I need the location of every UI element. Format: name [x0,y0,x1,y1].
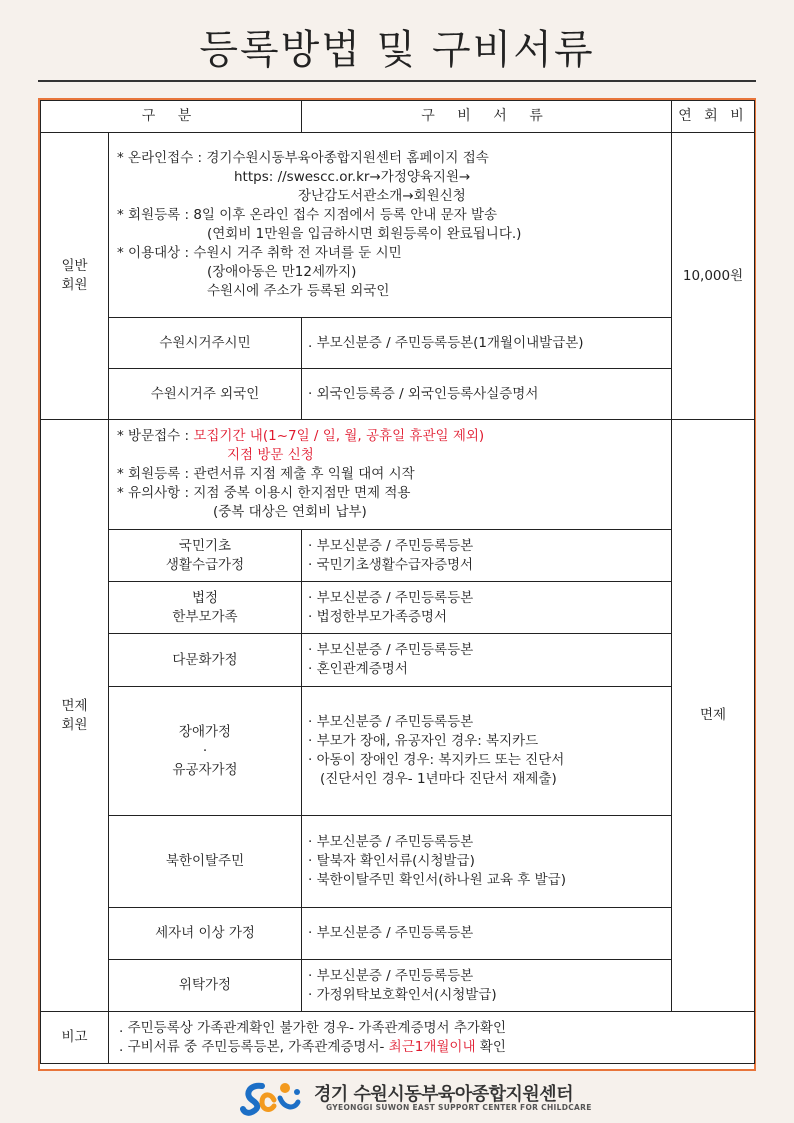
doc-item: · 부모가 장애, 유공자인 경우: 복지카드 [308,733,539,749]
visit-apply-branch: 지점 방문 신청 [227,447,314,463]
org-name-en: GYEONGGI SUWON EAST SUPPORT CENTER FOR CHILDCARE [326,1103,592,1112]
general-fee: 10,000원 [672,133,755,420]
page-title: 등록방법 및 구비서류 [199,27,595,73]
doc-item: · 국민기초생활수급자증명서 [308,556,474,573]
general-member-label: 일반 회원 [41,133,109,420]
exempt-notice-line: * 유의사항 : 지점 중복 이용시 한지점만 면제 적용 [117,485,411,501]
header-category: 구 분 [41,101,302,133]
type-multicultural: 다문화가정 [109,634,302,687]
docs-disability-veteran [302,687,672,816]
visit-apply-line [117,427,665,446]
exempt-info [109,420,672,530]
docs-three-children [302,908,672,960]
target-note-1: (장애아동은 만12세까지) [207,264,357,280]
type-foster-family: 위탁가정 [109,960,302,1012]
remarks-line-1: . 주민등록상 가족관계확인 불가한 경우- 가족관계증명서 추가확인 [119,1019,507,1036]
remarks-line-2 [119,1038,748,1057]
docs-suwon-foreigner: · 외국인등록증 / 외국인등록사실증명서 [302,369,672,420]
remarks-line-2-suffix: 확인 [475,1038,506,1055]
header-documents: 구 비 서 류 [302,101,672,133]
doc-item: · 부모신분증 / 주민등록등본 [308,537,474,554]
registration-table [40,100,755,1064]
remarks-line-2-prefix: . 구비서류 중 주민등록등본, 가족관계증명서- [119,1038,389,1055]
footer-logo [240,1078,620,1118]
type-basic-livelihood: 국민기초 생활수급가정 [109,530,302,582]
doc-item: · 아동이 장애인 경우: 복지카드 또는 진단서 [308,752,565,768]
type-single-parent: 법정 한부모가족 [109,582,302,634]
doc-item: · 부모신분증 / 주민등록등본 [308,967,474,984]
doc-item: · 북한이탈주민 확인서(하나원 교육 후 발급) [308,872,566,888]
type-three-children: 세자녀 이상 가정 [109,908,302,960]
exempt-register-line: * 회원등록 : 관련서류 지점 제출 후 익월 대여 시작 [117,466,415,482]
docs-north-korean-defector [302,816,672,908]
doc-item: · 부모신분증 / 주민등록등본 [308,642,474,658]
register-line: * 회원등록 : 8일 이후 온라인 접수 지점에서 등록 안내 문자 발송 [117,207,498,223]
docs-single-parent [302,582,672,634]
general-info [109,133,672,318]
exempt-fee: 면제 [672,420,755,1012]
doc-item: · 탈북자 확인서류(시청발급) [308,853,475,869]
type-disability-veteran: 장애가정 · 유공자가정 [109,687,302,816]
doc-item: · 부모신분증 / 주민등록등본 [308,714,474,730]
visit-apply-period: 모집기간 내(1~7일 / 일, 월, 공휴일 휴관일 제외) [193,428,485,444]
doc-item: · 부모신분증 / 주민등록등본 [308,925,474,941]
org-name-ko: 경기 수원시동부육아종합지원센터 [314,1084,574,1105]
register-note: (연회비 1만원을 입금하시면 회원등록이 완료됩니다.) [207,226,522,242]
target-note-2: 수원시에 주소가 등록된 외국인 [207,283,390,299]
type-north-korean-defector: 북한이탈주민 [109,816,302,908]
docs-multicultural [302,634,672,687]
target-line: * 이용대상 : 수원시 거주 취학 전 자녀를 둔 시민 [117,245,402,261]
homepage-url: https: //swescc.or.kr→가정양육지원→ [234,169,471,185]
exempt-member-label: 면제 회원 [41,420,109,1012]
type-suwon-foreigner: 수원시거주 외국인 [109,369,302,420]
remarks-label: 비고 [41,1012,109,1064]
docs-foster-family [302,960,672,1012]
doc-item: · 법정한부모가족증명서 [308,608,447,625]
exempt-notice-note: (중복 대상은 연회비 납부) [213,504,367,520]
remarks-content [109,1012,755,1064]
visit-apply-prefix: * 방문접수 : [117,428,194,444]
header-fee: 연 회 비 [672,101,755,133]
title-divider [38,80,756,82]
doc-item: · 부모신분증 / 주민등록등본 [308,589,474,606]
center-logo-icon [240,1078,306,1118]
doc-item: · 부모신분증 / 주민등록등본 [308,834,474,850]
doc-item: · 혼인관계증명서 [308,661,408,677]
remarks-highlight: 최근1개월이내 [388,1038,476,1055]
online-apply-line: * 온라인접수 : 경기수원시동부육아종합지원센터 홈페이지 접속 [117,150,489,166]
doc-item: · 가정위탁보호확인서(시청발급) [308,986,497,1003]
docs-suwon-citizen: . 부모신분증 / 주민등록등본(1개월이내발급본) [302,318,672,369]
type-suwon-citizen: 수원시거주시민 [109,318,302,369]
homepage-path: 장난감도서관소개→회원신청 [298,188,466,204]
docs-basic-livelihood [302,530,672,582]
doc-item: (진단서인 경우- 1년마다 진단서 재제출) [320,771,557,787]
